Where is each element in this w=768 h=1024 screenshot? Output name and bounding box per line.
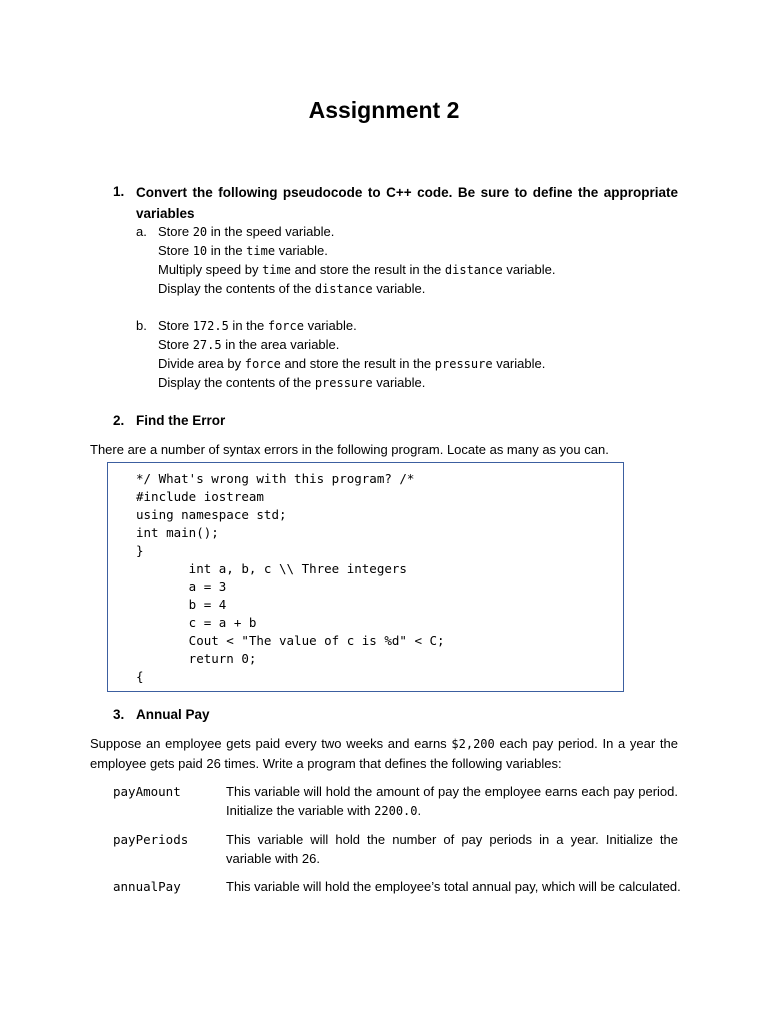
intro-amount: $2,200 <box>451 737 495 751</box>
question-2-intro: There are a number of syntax errors in the following program. Locate as many as you can. <box>90 442 609 457</box>
line-text: in the area variable. <box>221 337 340 352</box>
inline-code: 20 <box>192 225 208 239</box>
inline-code: force <box>244 357 281 371</box>
pseudocode-a-line <box>158 260 678 279</box>
inline-code: 172.5 <box>192 319 229 333</box>
pseudocode-a-line <box>158 222 678 241</box>
variable-description-end: . <box>417 803 422 818</box>
question-2-number: 2. <box>113 413 125 428</box>
variable-description: This variable will hold the number of pay periods in a year. Initialize the variable with 26. <box>226 832 678 866</box>
pseudocode-b-line <box>158 316 678 335</box>
line-text: variable. <box>372 375 426 390</box>
inline-code: time <box>246 244 276 258</box>
variable-description-text: This variable will hold the amount of pay the employee earns each pay period. Initialize the variable with <box>226 784 678 818</box>
question-1a-lines <box>158 222 678 298</box>
question-3-number: 3. <box>113 707 125 722</box>
line-text: in the <box>228 318 268 333</box>
pseudocode-a-line <box>158 279 678 298</box>
question-1-text: Convert the following pseudocode to C++ code. Be sure to define the appropriate variables <box>136 185 678 221</box>
line-text: Multiply speed by <box>158 262 263 277</box>
line-text: variable. <box>492 356 546 371</box>
variable-name: payPeriods <box>113 832 189 847</box>
pseudocode-b-line <box>158 354 678 373</box>
intro-text-before: Suppose an employee gets paid every two weeks and earns <box>90 736 452 751</box>
line-text: variable. <box>502 262 556 277</box>
line-text: Store <box>158 337 193 352</box>
question-1a-letter: a. <box>136 224 147 239</box>
variable-name: payAmount <box>113 784 181 799</box>
line-text: Store <box>158 224 193 239</box>
question-1b-letter: b. <box>136 318 147 333</box>
line-text: Store <box>158 318 193 333</box>
inline-code: pressure <box>314 376 373 390</box>
inline-code: distance <box>444 263 503 277</box>
question-3-title: Annual Pay <box>136 707 210 722</box>
page-title: Assignment 2 <box>308 97 460 123</box>
inline-code: force <box>267 319 304 333</box>
line-text: and store the result in the <box>290 262 445 277</box>
inline-code: pressure <box>434 357 493 371</box>
question-1-number: 1. <box>113 184 125 199</box>
question-2-title: Find the Error <box>136 413 226 428</box>
line-text: Display the contents of the <box>158 375 315 390</box>
pseudocode-a-line <box>158 241 678 260</box>
inline-code: 27.5 <box>192 338 222 352</box>
code-box <box>107 462 624 692</box>
inline-code: distance <box>314 282 373 296</box>
intro-text-after: each pay period. In a year the employee gets paid 26 times. Write a program that defines the following variables: <box>90 736 678 771</box>
variable-description: This variable will hold the employee’s total annual pay, which will be calculated. <box>226 879 681 894</box>
question-1b-lines <box>158 316 678 392</box>
inline-code: time <box>262 263 291 277</box>
line-text: Store <box>158 243 193 258</box>
line-text: and store the result in the <box>280 356 435 371</box>
inline-code: 10 <box>192 244 208 258</box>
line-text: variable. <box>372 281 426 296</box>
pseudocode-b-line <box>158 335 678 354</box>
line-text: in the <box>207 243 247 258</box>
line-text: variable. <box>275 243 328 258</box>
line-text: variable. <box>303 318 357 333</box>
pseudocode-b-line <box>158 373 678 392</box>
code-listing: */ What's wrong with this program? /* #include iostream using namespace std; int main(); } int a, b, c \\ Three integers a = 3 b = 4 c = a + b Cout < "The value of c is %d" < C; return 0; { <box>136 471 445 684</box>
question-3-intro <box>90 734 678 773</box>
variable-name: annualPay <box>113 879 181 894</box>
line-text: in the speed variable. <box>207 224 335 239</box>
variable-description <box>226 782 678 821</box>
variable-initial-value: 2200.0 <box>374 804 418 818</box>
line-text: Display the contents of the <box>158 281 315 296</box>
line-text: Divide area by <box>158 356 245 371</box>
